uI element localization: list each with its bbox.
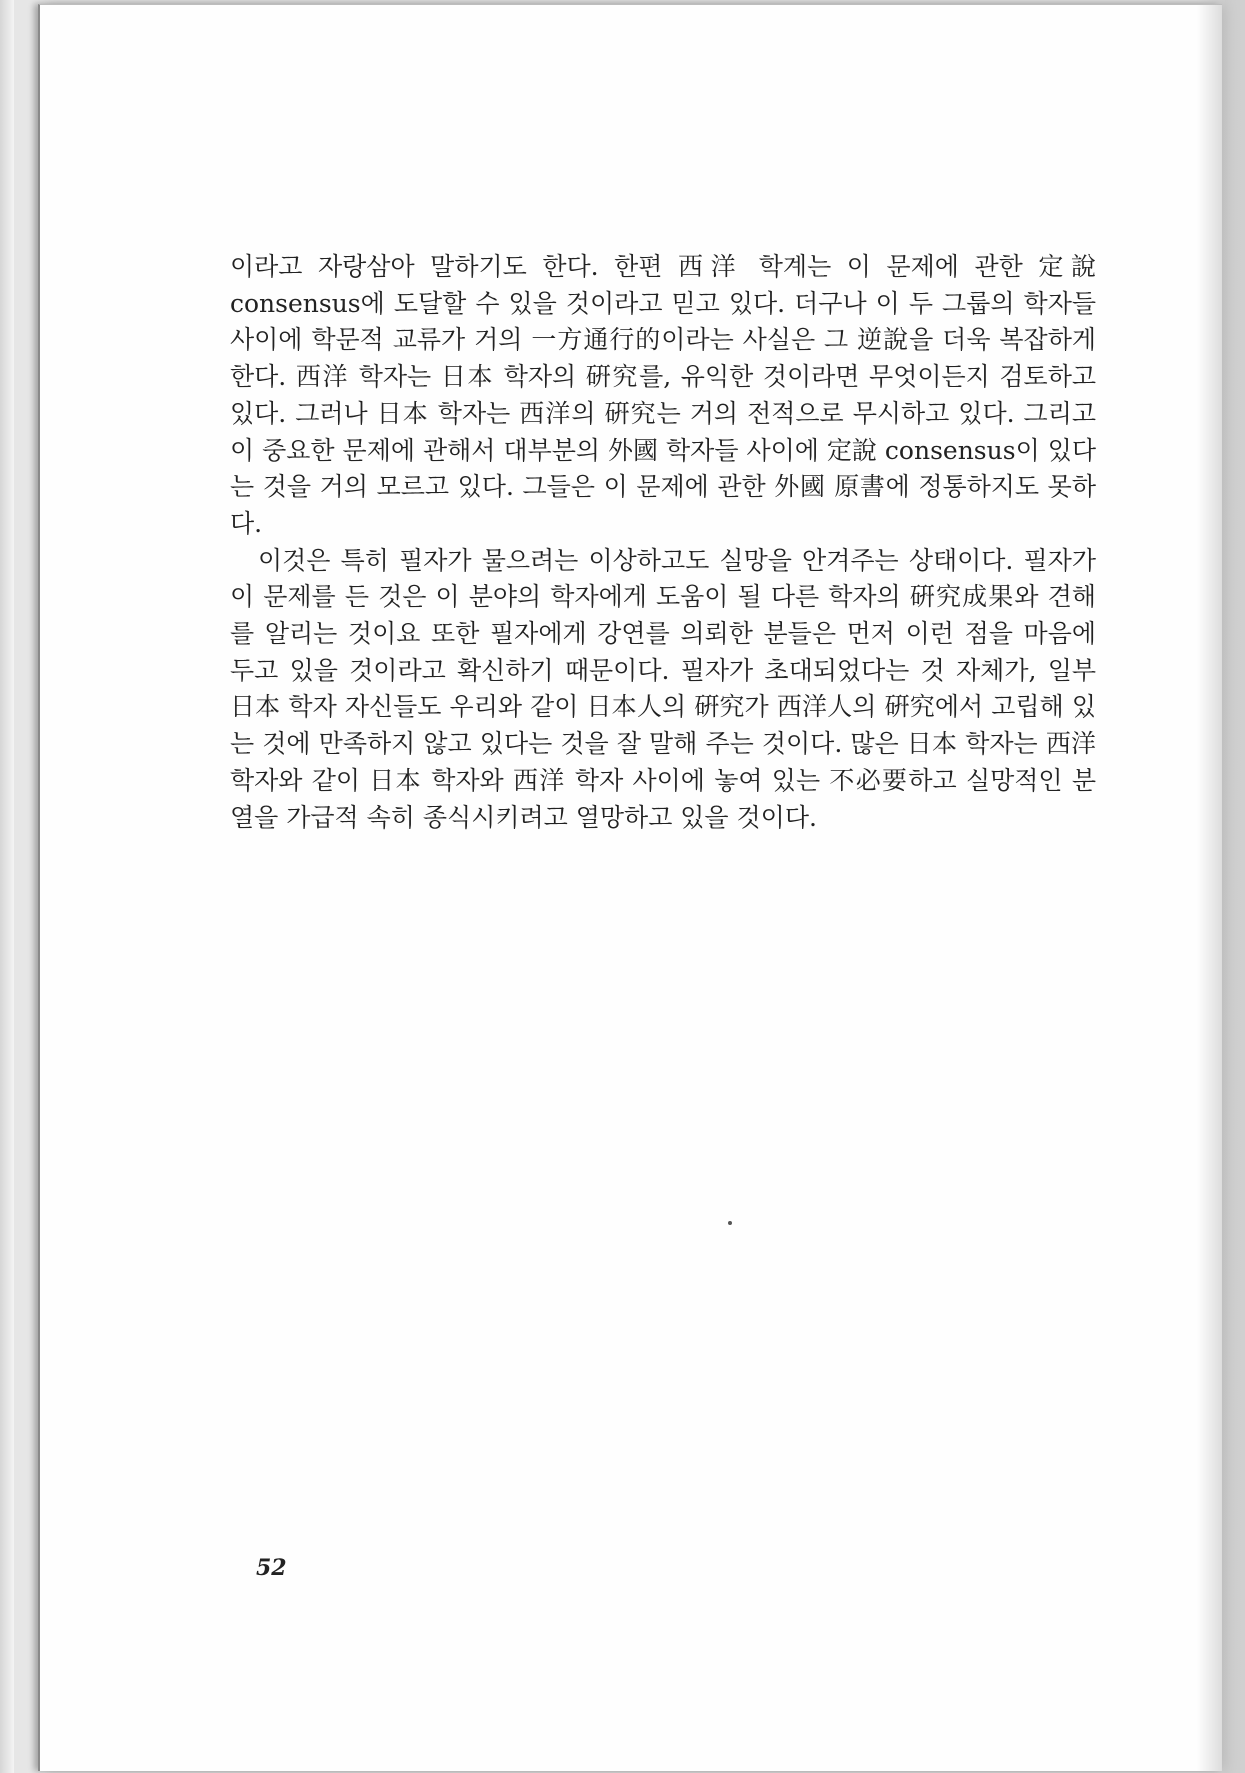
page-edge-left — [0, 0, 14, 1773]
ink-speck — [728, 1221, 732, 1225]
paragraph-1: 이라고 자랑삼아 말하기도 한다. 한편 西洋 학계는 이 문제에 관한 定說 consensus에 도달할 수 있을 것이라고 믿고 있다. 더구나 이 두 그룹의 학자들 사이에 학문적 교류가 거의 一方通行的이라는 사실은 그 逆說을 더욱 복잡하게 한다. 西洋 학자는 日本 학자의 硏究를, 유익한 것이라면 무엇이든지 검토하고 있다. 그러나 日本 학자는 西洋의 硏究는 거의 전적으로 무시하고 있다. 그리고 이 중요한 문제에 관해서 대부분의 外國 학자들 사이에 定說 consensus이 있다는 것을 거의 모르고 있다. 그들은 이 문제에 관한 外國 原書에 정통하지도 못하다. — [230, 252, 1096, 538]
page-number: 52 — [256, 1555, 287, 1581]
page-edge-shadow — [1197, 0, 1245, 1773]
paragraph-2: 이것은 특히 필자가 물으려는 이상하고도 실망을 안겨주는 상태이다. 필자가 이 문제를 든 것은 이 분야의 학자에게 도움이 될 다른 학자의 硏究成果와 견해를 알리는 것이요 또한 필자에게 강연를 의뢰한 분들은 먼저 이런 점을 마음에 두고 있을 것이라고 확신하기 때문이다. 필자가 초대되었다는 것 자체가, 일부 日本 학자 자신들도 우리와 같이 日本人의 硏究가 西洋人의 硏究에서 고립해 있는 것에 만족하지 않고 있다는 것을 잘 말해 주는 것이다. 많은 日本 학자는 西洋 학자와 같이 日本 학자와 西洋 학자 사이에 놓여 있는 不必要하고 실망적인 분열을 가급적 속히 종식시키려고 열망하고 있을 것이다. — [230, 545, 1096, 832]
body-text — [230, 249, 1096, 836]
book-page — [38, 4, 1222, 1771]
